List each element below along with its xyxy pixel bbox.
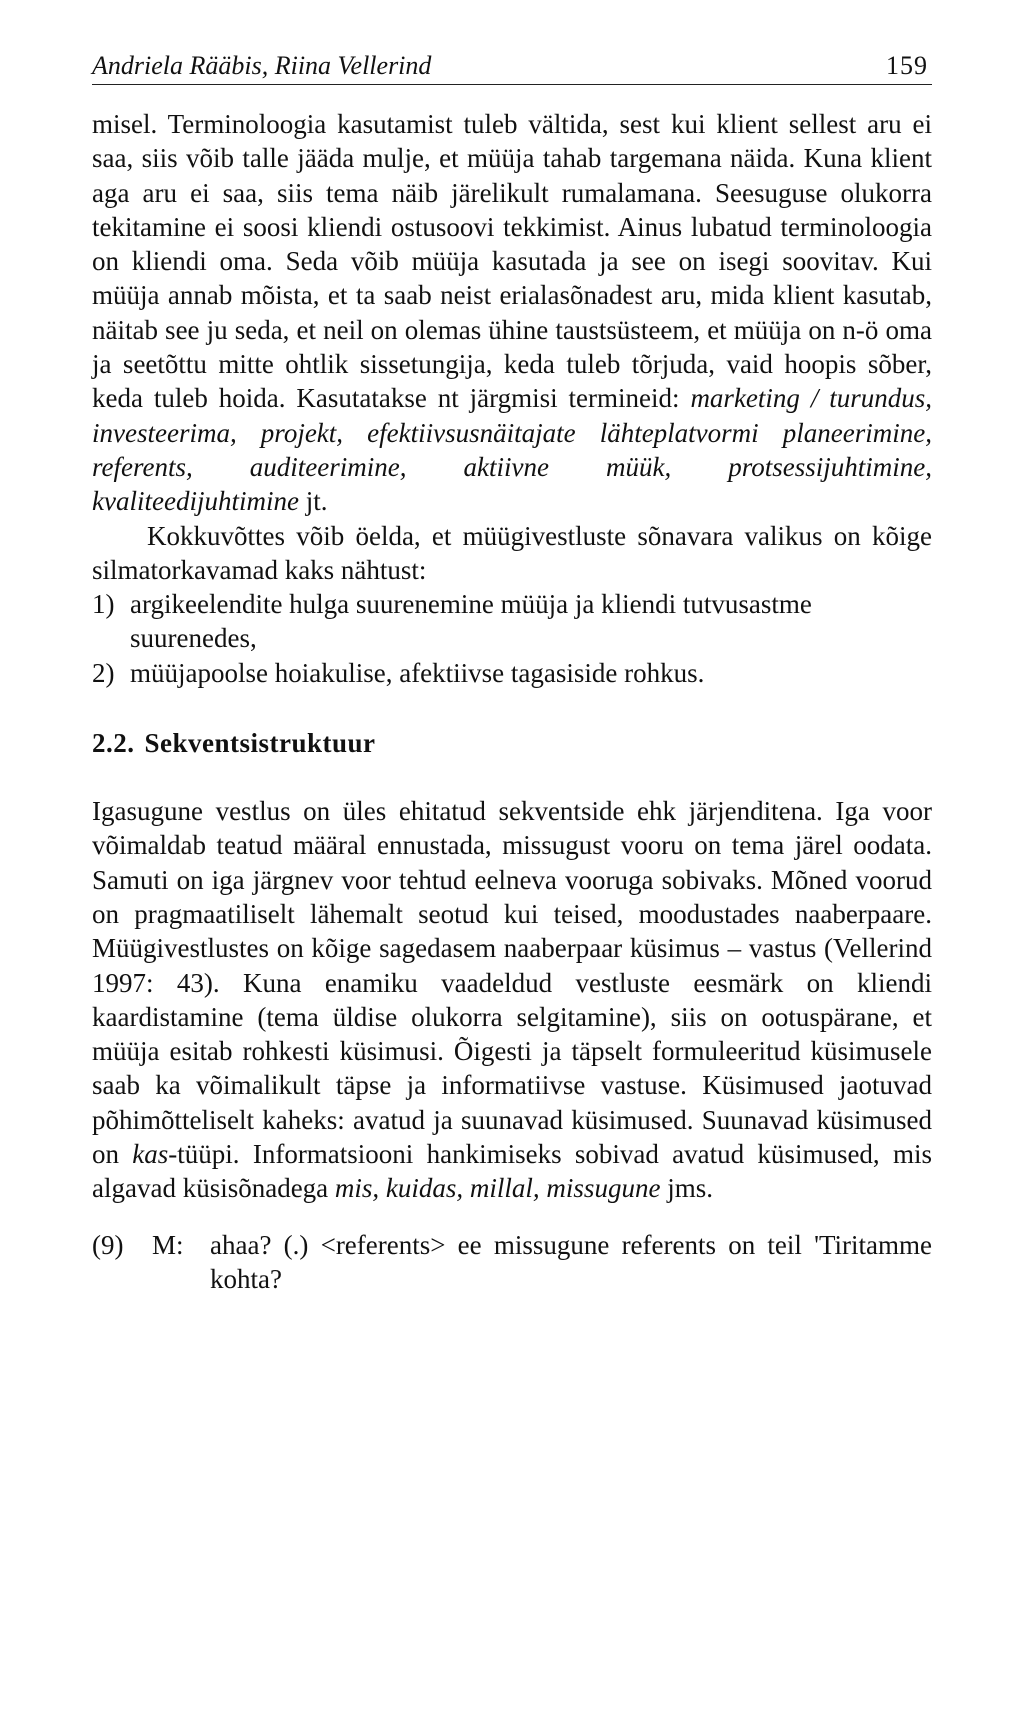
paragraph-terminology [92,107,932,519]
example-number: (9) [92,1229,124,1260]
document-page [92,52,932,1296]
list-item-text: müüjapoolse hoiakulise, afektiivse tagasiside rohkus. [130,657,705,688]
running-head-authors: Andriela Rääbis, Riina Vellerind [92,51,432,80]
list-item-number: 1) [92,589,115,620]
paragraph-text: Igasugune vestlus on üles ehitatud sekventside ehk järjenditena. Iga voor võimaldab teatud määral ennustada, missugust vooru on tema järel oodata. Samuti on iga järgnev voor tehtud eelneva vooruga sobivaks. Mõned voorud on pragmaatiliselt lähemalt seotud kui teised, moodustades naaberpaare. Müügivestlustes on kõige sagedasem naaberpaar küsimus – vastus (Vellerind 1997: 43). Kuna enamiku vaadeldud vestluste eesmärk on kliendi kaardistamine (tema üldise olukorra selgitamine), siis on ootuspärane, et müüja esitab rohkesti küsimusi. Õigesti ja täpselt formuleeritud küsimusele saab ka võimalikult täpse ja informatiivse vastuse. Küsimused jaotuvad põhimõtteliselt kaheks: avatud ja suunavad küsimused. Suunavad küsimused on [92,796,932,1170]
paragraph-text: jms. [660,1173,713,1204]
question-words: mis, kuidas, millal, missugune [334,1173,661,1204]
list-item [92,656,932,690]
list-item-text: argikeelendite hulga suurenemine müüja ja kliendi tutvusastme suurenedes, [130,589,812,654]
paragraph-summary: Kokkuvõttes võib öelda, et müügivestluste sõnavara valikus on kõige silmatorkavamad kaks nähtust: [92,520,932,585]
paragraph-text: jt. [298,486,328,517]
section-heading [92,726,932,760]
italic-word: kas [132,1139,169,1170]
section-title: Sekventsistruktuur [144,728,376,759]
page-number: 159 [886,51,928,80]
paragraph-text: misel. Terminoloogia kasutamist tuleb vältida, sest kui klient sellest aru ei saa, siis võib talle jääda mulje, et müüja tahab targemana näida. Kuna klient aga aru ei saa, siis tema näib järelikult rumalamana. Seesuguse olukorra tekitamine ei soosi kliendi ostusoovi tekkimist. Ainus lubatud terminoloogia on kliendi oma. Seda võib müüja kasutada ja see on isegi soovitav. Kui müüja annab mõista, et ta saab neist erialasõnadest aru, mida klient kasutab, näitab see ju seda, et neil on olemas ühine taustsüsteem, et müüja on n-ö oma ja seetõttu mitte ohtlik sissetungija, keda tuleb tõrjuda, vaid hoopis sõber, keda tuleb hoida. Kasutatakse nt järgmisi termineid: [92,109,932,414]
list-item [92,587,932,656]
list-item-number: 2) [92,657,115,688]
example-utterance: ahaa? (.) <referents> ee missugune referents on teil 'Tiritamme kohta? [210,1229,932,1294]
example-speaker: M: [152,1229,184,1260]
paragraph-text: -tüüpi. Informatsiooni hankimiseks sobivad avatud küsimused, mis algavad küsisõnadega [92,1139,932,1204]
running-head [92,52,932,85]
paragraph-sequence-structure [92,794,932,1206]
example-transcript [92,1228,932,1297]
findings-list [92,587,932,690]
section-number: 2.2. [92,728,135,759]
term-list: marketing / turundus, investeerima, projekt, efektiivsusnäitajate lähteplatvormi planeerimine, referents, auditeerimine, aktiivne müük, protsessijuhtimine, kvaliteedijuhtimine [92,383,932,517]
